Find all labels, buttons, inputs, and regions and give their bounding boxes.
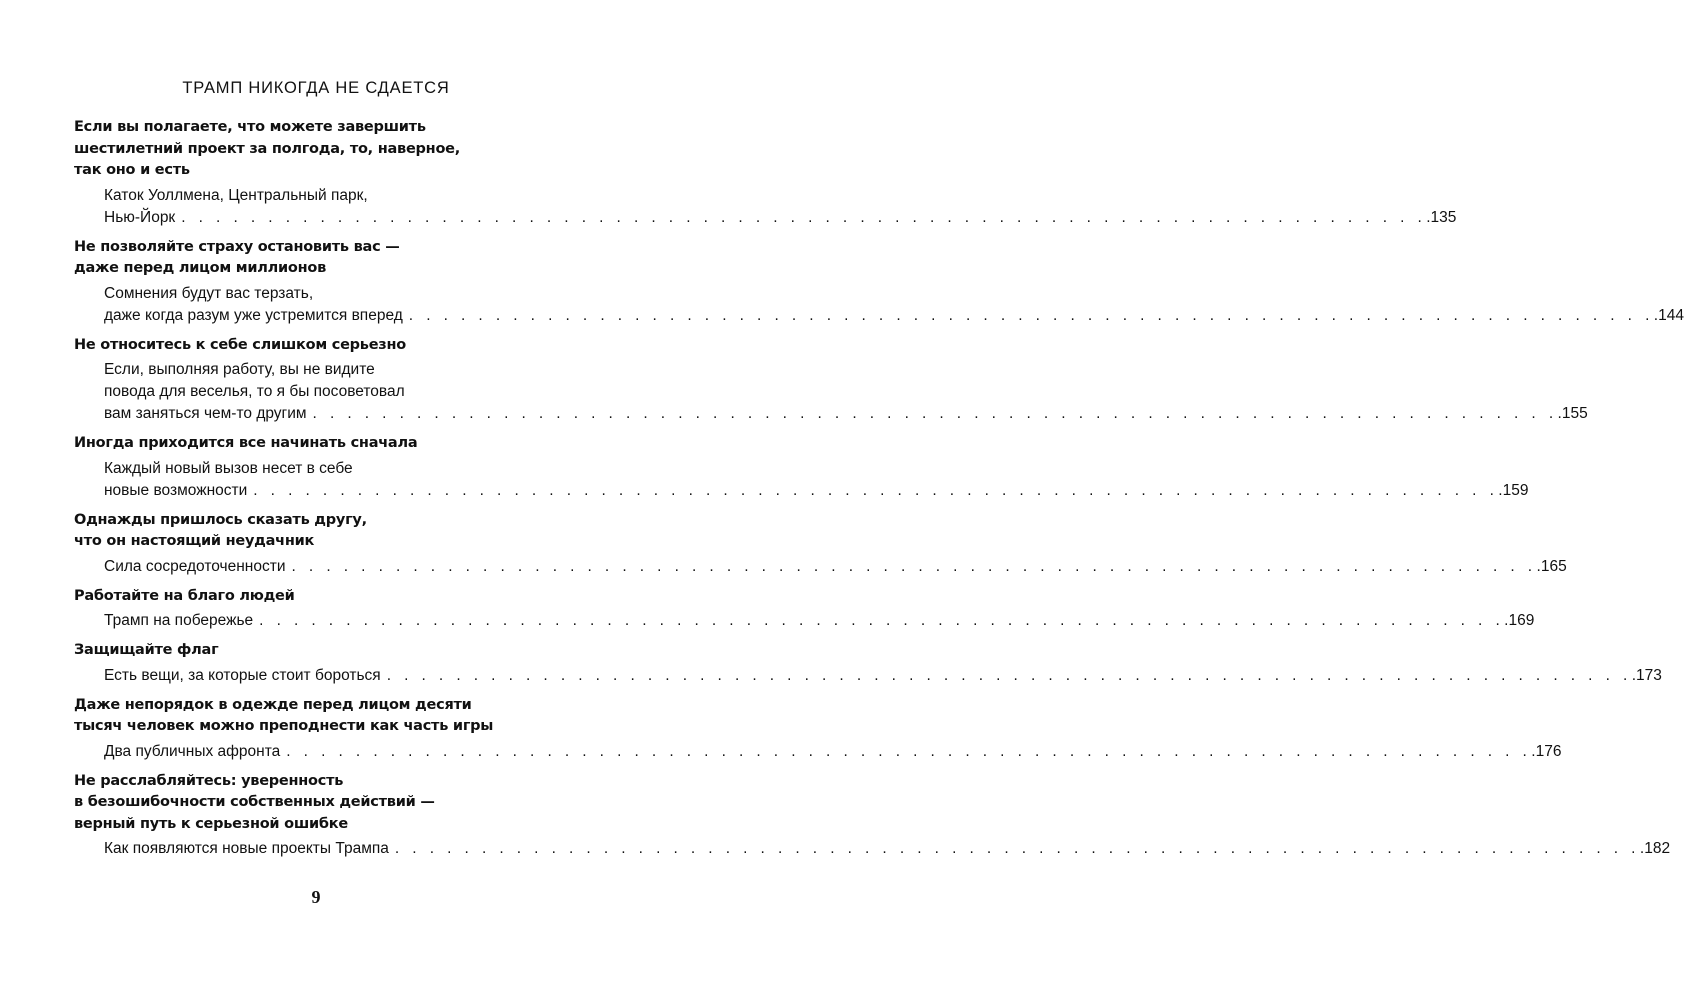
- subsection-text-end: Нью-Йорк: [104, 208, 176, 226]
- subsection-text-end: новые возможности: [104, 481, 248, 499]
- subsection: [104, 665, 1662, 687]
- dot-leader: . . . . . . . . . . . . . . . . . . . . . . . . . . . . . . . . . . . . . . . . . . . . . . . . . . . . . . . . . . . . . . . . . . . . . . . .: [286, 742, 1532, 760]
- subsection-text-end: Сила сосредоточенности: [104, 557, 286, 575]
- page-ref: .176: [1531, 742, 1562, 760]
- subsection-last-line: [104, 207, 1457, 229]
- subsection-text-end: Как появляются новые проекты Трампа: [104, 840, 389, 857]
- page-ref: .169: [1504, 612, 1535, 629]
- dot-leader: . . . . . . . . . . . . . . . . . . . . . . . . . . . . . . . . . . . . . . . . . . . . . . . . . . . . . . . . . . . . . . . . . . . . . . . .: [394, 840, 1640, 857]
- toc-entry: [74, 335, 1588, 426]
- dot-leader: . . . . . . . . . . . . . . . . . . . . . . . . . . . . . . . . . . . . . . . . . . . . . . . . . . . . . . . . . . . . . . . . . . . . . . . .: [181, 208, 1427, 226]
- section-title: Защищайте флаг: [74, 642, 219, 658]
- section-title: Даже непорядок в одежде перед лицом десяти тысяч человек можно преподнести как часть игры: [74, 696, 494, 734]
- subsection-last-line: [104, 741, 1562, 763]
- table-of-contents: [74, 117, 1684, 868]
- subsection: [104, 185, 1457, 229]
- section-title: Работайте на благо людей: [74, 587, 295, 604]
- subsection-last-line: [104, 838, 1671, 860]
- page-ref: .165: [1536, 557, 1567, 575]
- subsection: [104, 556, 1567, 578]
- toc-entry: [74, 237, 1684, 327]
- toc-entry: [74, 640, 1662, 687]
- subsection-text: Каждый новый вызов несет в себе: [104, 459, 353, 477]
- subsection-last-line: [104, 556, 1567, 578]
- subsection-text: Сомнения будут вас терзать,: [104, 284, 314, 302]
- page-ref: .155: [1557, 405, 1588, 422]
- subsection: [104, 838, 1671, 860]
- subsection: [104, 610, 1535, 632]
- page-ref: .173: [1631, 666, 1662, 684]
- subsection-last-line: [104, 610, 1535, 632]
- page-ref: .159: [1498, 481, 1529, 499]
- toc-entry: [74, 771, 1671, 861]
- page-ref: .144: [1653, 306, 1684, 324]
- section-title: Однажды пришлось сказать другу, что он настоящий неудачник: [74, 511, 367, 549]
- section-title: Не позволяйте страху остановить вас — даже перед лицом миллионов: [74, 238, 400, 276]
- dot-leader: . . . . . . . . . . . . . . . . . . . . . . . . . . . . . . . . . . . . . . . . . . . . . . . . . . . . . . . . . . . . . . . . . . . . . . . .: [291, 557, 1537, 575]
- subsection: [104, 283, 1684, 327]
- subsection-text: Каток Уоллмена, Центральный парк,: [104, 186, 368, 204]
- subsection: [104, 359, 1588, 425]
- subsection-text-end: Есть вещи, за которые стоит бороться: [104, 666, 381, 684]
- toc-entry: [74, 586, 1535, 633]
- toc-entry: [74, 510, 1567, 578]
- section-title: Иногда приходится все начинать сначала: [74, 435, 418, 451]
- page-number: 9: [311, 887, 321, 907]
- subsection-last-line: [104, 305, 1684, 327]
- toc-entry: [74, 695, 1562, 763]
- page-ref: .135: [1426, 208, 1457, 226]
- toc-entry: [74, 117, 1457, 229]
- section-title: Если вы полагаете, что можете завершить шестилетний проект за полгода, то, наверное, так оно и есть: [74, 119, 461, 178]
- subsection-text-end: вам заняться чем-то другим: [104, 405, 307, 422]
- subsection-last-line: [104, 480, 1529, 502]
- subsection-text-end: даже когда разум уже устремится вперед: [104, 306, 403, 324]
- subsection-text: Если, выполняя работу, вы не видите повода для веселья, то я бы посоветовал: [104, 361, 405, 400]
- dot-leader: . . . . . . . . . . . . . . . . . . . . . . . . . . . . . . . . . . . . . . . . . . . . . . . . . . . . . . . . . . . . . . . . . . . . . . . .: [253, 481, 1499, 499]
- running-head: ТРАМП НИКОГДА НЕ СДАЕТСЯ: [182, 79, 450, 97]
- dot-leader: . . . . . . . . . . . . . . . . . . . . . . . . . . . . . . . . . . . . . . . . . . . . . . . . . . . . . . . . . . . . . . . . . . . . . . . .: [386, 666, 1632, 684]
- dot-leader: . . . . . . . . . . . . . . . . . . . . . . . . . . . . . . . . . . . . . . . . . . . . . . . . . . . . . . . . . . . . . . . . . . . . . . . .: [312, 405, 1558, 422]
- subsection: [104, 458, 1529, 502]
- page-ref: .182: [1639, 840, 1671, 857]
- subsection-last-line: [104, 403, 1588, 425]
- dot-leader: . . . . . . . . . . . . . . . . . . . . . . . . . . . . . . . . . . . . . . . . . . . . . . . . . . . . . . . . . . . . . . . . . . . . . . . .: [408, 306, 1654, 324]
- subsection-text-end: Трамп на побережье: [104, 612, 254, 629]
- subsection: [104, 741, 1562, 763]
- section-title: Не расслабляйтесь: уверенность в безошибочности собственных действий — верный путь к серьезной ошибке: [74, 772, 435, 832]
- toc-entry: [74, 433, 1529, 502]
- subsection-last-line: [104, 665, 1662, 687]
- dot-leader: . . . . . . . . . . . . . . . . . . . . . . . . . . . . . . . . . . . . . . . . . . . . . . . . . . . . . . . . . . . . . . . . . . . . . . . .: [259, 612, 1505, 629]
- section-title: Не относитесь к себе слишком серьезно: [74, 336, 406, 353]
- subsection-text-end: Два публичных афронта: [104, 742, 281, 760]
